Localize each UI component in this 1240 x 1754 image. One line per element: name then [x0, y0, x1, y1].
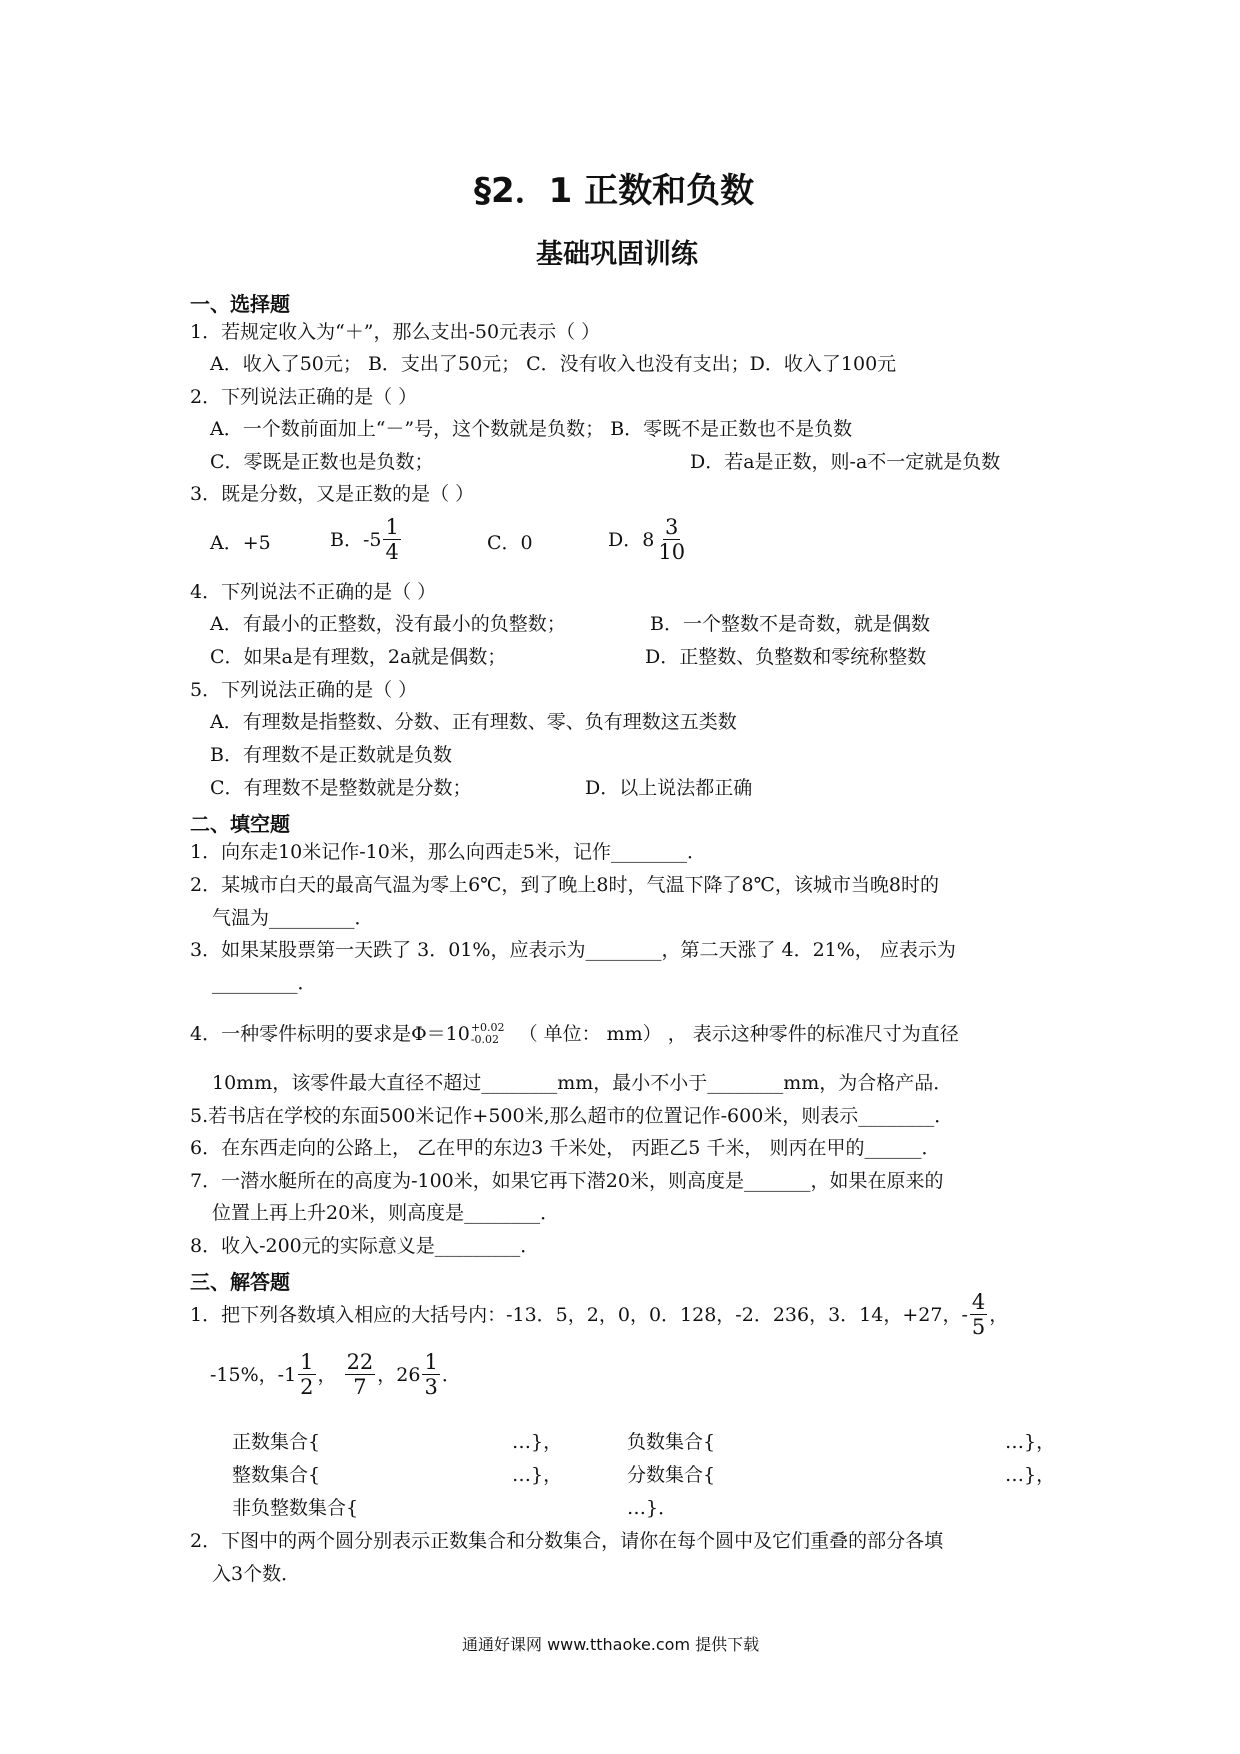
q4-option-d: D．正整数、负整数和零统称整数: [645, 646, 927, 668]
q4-option-a: A．有最小的正整数，没有最小的负整数；: [210, 613, 566, 635]
numbers-prefix: -15%，-1: [210, 1363, 297, 1386]
fill-q2-line2: 气温为_________．: [212, 907, 374, 929]
fraction-denominator: 5: [971, 1315, 986, 1339]
set-positive-close: …}，: [512, 1431, 563, 1453]
fill-q6: 6．在东西走向的公路上， 乙在甲的东边3 千米处， 丙距乙5 千米， 则丙在甲的______．: [190, 1137, 941, 1159]
fraction-numerator: 1: [385, 515, 399, 539]
set-negative-close: …}，: [1005, 1431, 1056, 1453]
q3-option-d-prefix: D．8: [608, 528, 655, 551]
fraction: [298, 1350, 315, 1399]
q2-stem: 2．下列说法正确的是（ ）: [190, 386, 418, 408]
section-heading-fill: 二、填空题: [190, 812, 290, 836]
q5-option-d: D．以上说法都正确: [585, 777, 753, 799]
set-nonneg-close: …}．: [627, 1497, 678, 1519]
set-positive-label: 正数集合{: [232, 1431, 321, 1453]
fill-q4-line2: 10mm，该零件最大直径不超过________mm，最小不小于________mm，为合格产品．: [212, 1072, 953, 1094]
fraction: [345, 1350, 376, 1399]
comma: ，: [989, 1303, 1009, 1326]
section-heading-choice: 一、选择题: [190, 292, 290, 316]
set-fraction-label: 分数集合{: [627, 1464, 716, 1486]
q4-option-c: C．如果a是有理数，2a就是偶数；: [210, 646, 507, 668]
q3-option-b-prefix: B．-5: [330, 528, 382, 551]
fraction: [656, 515, 687, 564]
q1-options: A．收入了50元； B．支出了50元； C．没有收入也没有支出；D．收入了100元: [210, 353, 897, 375]
page-title: §2．1 正数和负数: [474, 171, 755, 211]
answer-q2-line1: 2．下图中的两个圆分别表示正数集合和分数集合，请你在每个圆中及它们重叠的部分各填: [190, 1530, 944, 1552]
q5-option-b: B．有理数不是正数就是负数: [210, 744, 452, 766]
q5-stem: 5．下列说法正确的是（ ）: [190, 679, 418, 701]
fill-q4-suffix: （ 单位： mm） ， 表示这种零件的标准尺寸为直径: [518, 1023, 959, 1045]
q4-stem: 4．下列说法不正确的是（ ）: [190, 581, 437, 603]
fill-q1: 1．向东走10米记作-10米，那么向西走5米，记作________．: [190, 841, 706, 863]
fraction-numerator: 1: [424, 1350, 438, 1374]
set-integer-label: 整数集合{: [232, 1464, 321, 1486]
q4-option-b: B．一个整数不是奇数，就是偶数: [650, 613, 930, 635]
end-period: ．: [441, 1363, 461, 1386]
answer-q1-line1: [190, 1290, 1008, 1339]
q2-option-c: C．零既是正数也是负数；: [210, 451, 434, 473]
answer-q1-line2: [210, 1350, 461, 1399]
fill-q3-line1: 3．如果某股票第一天跌了 3．01%，应表示为________，第二天涨了 4．21%， 应表示为: [190, 939, 956, 961]
footer-credit: 通通好课网 www.tthaoke.com 提供下载: [462, 1635, 760, 1654]
q5-option-a: A．有理数是指整数、分数、正有理数、零、负有理数这五类数: [210, 711, 737, 733]
fill-q2-line1: 2．某城市白天的最高气温为零上6℃，到了晚上8时，气温下降了8℃，该城市当晚8时的: [190, 874, 939, 896]
fraction: [422, 1350, 439, 1399]
set-integer-close: …}，: [512, 1464, 563, 1486]
set-negative-label: 负数集合{: [627, 1431, 716, 1453]
q5-option-c: C．有理数不是整数就是分数；: [210, 777, 472, 799]
fill-q5: 5.若书店在学校的东面500米记作+500米,那么超市的位置记作-600米，则表示________．: [190, 1105, 954, 1127]
fraction: [383, 515, 400, 564]
q3-option-c: C．0: [487, 532, 533, 554]
tolerance: [471, 1022, 505, 1046]
fraction: [970, 1290, 987, 1339]
fraction-numerator: 22: [346, 1350, 374, 1374]
set-fraction-close: …}，: [1005, 1464, 1056, 1486]
fraction-denominator: 4: [385, 540, 399, 564]
q2-options-line1: A．一个数前面加上“－”号，这个数就是负数； B．零既不是正数也不是负数: [210, 418, 853, 440]
tolerance-upper: +0.02: [470, 1021, 505, 1034]
page-subtitle: 基础巩固训练: [536, 239, 698, 270]
q3-option-a: A．+5: [210, 532, 271, 554]
q1-stem: 1．若规定收入为“＋”，那么支出-50元表示（ ）: [190, 321, 601, 343]
fraction-denominator: 2: [300, 1375, 314, 1399]
q3-option-d: [608, 515, 689, 564]
fill-q4-line1: [190, 1022, 959, 1046]
fraction-numerator: 4: [971, 1290, 986, 1314]
fill-q4-prefix: 4．一种零件标明的要求是Φ＝10: [190, 1023, 470, 1045]
fraction-numerator: 1: [300, 1350, 314, 1374]
separator: ，: [317, 1363, 337, 1386]
fraction-denominator: 7: [353, 1375, 367, 1399]
fill-q7-line2: 位置上再上升20米，则高度是________．: [212, 1202, 560, 1224]
fill-q7-line1: 7．一潜水艇所在的高度为-100米，如果它再下潜20米，则高度是_______，如果在原来的: [190, 1170, 944, 1192]
q3-option-b: [330, 515, 403, 564]
q3-stem: 3．既是分数，又是正数的是（ ）: [190, 483, 475, 505]
tolerance-lower: -0.02: [470, 1033, 500, 1046]
separator: ，26: [377, 1363, 421, 1386]
q2-option-d: D．若a是正数，则-a不一定就是负数: [690, 451, 1001, 473]
set-nonneg-label: 非负整数集合{: [232, 1497, 359, 1519]
section-heading-answer: 三、解答题: [190, 1270, 290, 1294]
fraction-numerator: 3: [665, 515, 679, 539]
fraction-denominator: 3: [424, 1375, 438, 1399]
fill-q8: 8．收入-200元的实际意义是_________．: [190, 1235, 540, 1257]
fill-q3-line2: _________．: [212, 972, 317, 994]
fraction-denominator: 10: [658, 540, 686, 564]
answer-q1-text: 1．把下列各数填入相应的大括号内：-13．5，2，0，0．128，-2．236，3．14，+27，-: [190, 1303, 968, 1326]
answer-q2-line2: 入3个数．: [212, 1563, 301, 1585]
